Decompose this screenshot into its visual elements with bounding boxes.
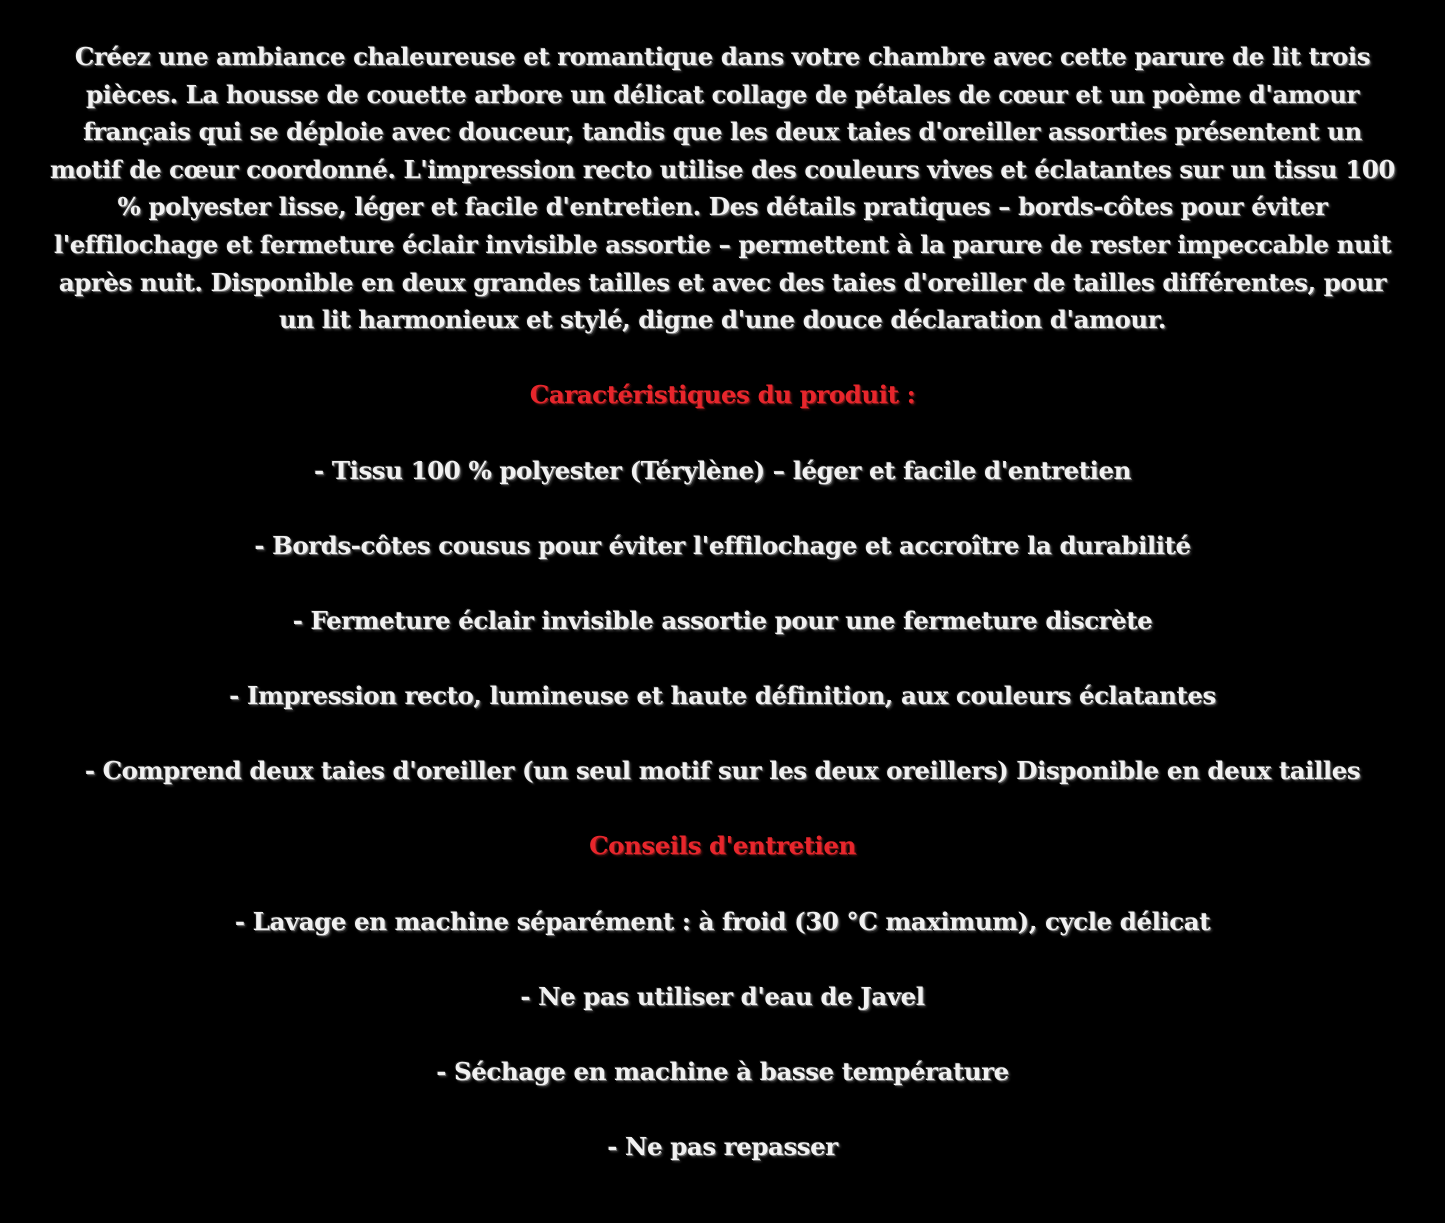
care-item: - Séchage en machine à basse température xyxy=(436,1057,1009,1087)
spacer xyxy=(44,715,1401,753)
spacer xyxy=(44,940,1401,978)
care-item: - Ne pas utiliser d'eau de Javel xyxy=(520,981,925,1011)
spacer xyxy=(44,1015,1401,1053)
care-item: - Lavage en machine séparément : à froid (30 °C maximum), cycle délicat xyxy=(234,906,1211,936)
spacer xyxy=(44,1091,1401,1129)
feature-item: - Comprend deux taies d'oreiller (un seul motif sur les deux oreillers) Disponible en deux tailles xyxy=(84,756,1361,786)
spacer xyxy=(44,865,1401,903)
spacer xyxy=(44,414,1401,452)
feature-item: - Impression recto, lumineuse et haute définition, aux couleurs éclatantes xyxy=(229,681,1216,711)
spacer xyxy=(44,564,1401,602)
feature-item: - Tissu 100 % polyester (Térylène) – léger et facile d'entretien xyxy=(314,455,1131,485)
spacer xyxy=(44,640,1401,678)
care-heading: Conseils d'entretien xyxy=(589,831,856,861)
care-item: - Ne pas repasser xyxy=(607,1132,838,1162)
spacer xyxy=(44,339,1401,377)
spacer xyxy=(44,790,1401,828)
product-description: Créez une ambiance chaleureuse et romantique dans votre chambre avec cette parure de lit trois pièces. La housse de couette arbore un délicat collage de pétales de cœur et un poème d'amour français qui se déploie avec douceur, tandis que les deux taies d'oreiller assorties présentent un motif de cœur coordonné. L'impression recto utilise des couleurs vives et éclatantes sur un tissu 100 % polyester lisse, léger et facile d'entretien. Des détails pratiques – bords-côtes pour éviter l'effilochage et fermeture éclair invisible assortie – permettent à la parure de rester impeccable nuit après nuit. Disponible en deux grandes tailles et avec des taies d'oreiller de tailles différentes, pour un lit harmonieux et stylé, digne d'une douce déclaration d'amour. xyxy=(49,42,1396,335)
feature-item: - Bords-côtes cousus pour éviter l'effilochage et accroître la durabilité xyxy=(254,530,1191,560)
spacer xyxy=(44,489,1401,527)
features-heading: Caractéristiques du produit : xyxy=(529,380,916,410)
feature-item: - Fermeture éclair invisible assortie pour une fermeture discrète xyxy=(292,605,1153,635)
